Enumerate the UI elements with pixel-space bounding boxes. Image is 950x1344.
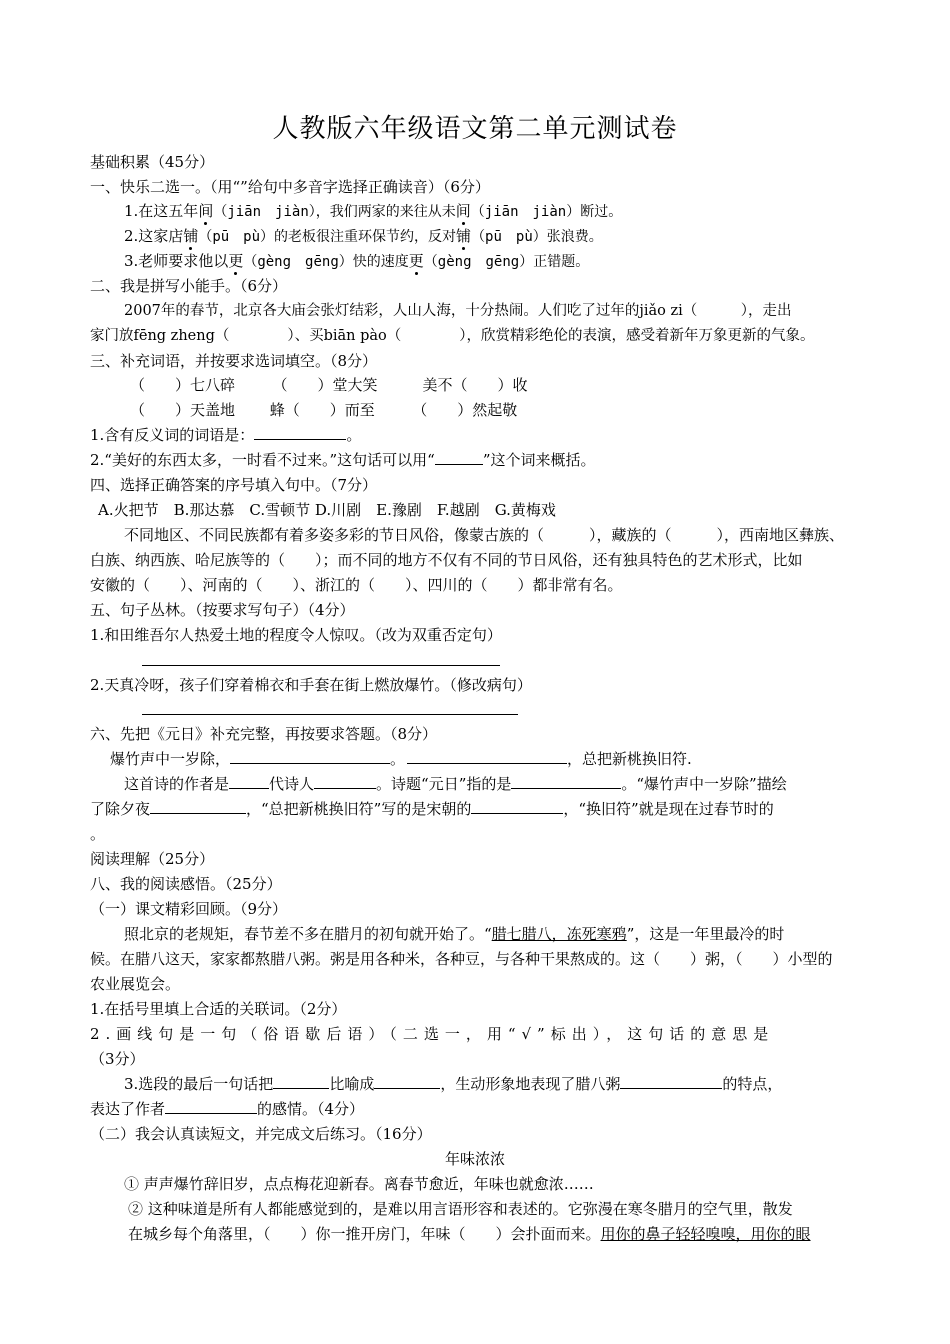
q6-question-line-1: 这首诗的作者是 代诗人 。诗题“元日”指的是 。“爆竹声中一岁除”描绘 [124,775,787,793]
q2-paragraph-line-2: 家门放fēng zheng（ ）、买biān pào（ ），欣赏精彩绝伦的表演，感受着新年万象更新的气象。 [90,328,815,344]
q8-passage-line-1: 照北京的老规矩，春节差不多在腊月的初旬就开始了。“腊七腊八，冻死寒鸦”，这是一年里最冷的时 [124,925,785,943]
q3-sub-2: 2.“美好的东西太多，一时看不过来。”这句话可以用“ ”这个词来概括。 [90,451,596,469]
answer-blank[interactable] [150,798,246,814]
section-reading-heading: 阅读理解（25分） [90,850,215,868]
section-basic-heading: 基础积累（45分） [90,153,215,171]
story-title: 年味浓浓 [444,1150,505,1168]
answer-blank[interactable] [374,1073,440,1089]
answer-blank[interactable] [254,424,346,440]
q6-heading: 六、先把《元日》补充完整，再按要求答题。（8分） [90,725,438,743]
answer-blank[interactable] [511,773,621,789]
answer-blank[interactable] [620,1073,722,1089]
q8-question-2: 2.画线句是一句（俗语歇后语）（二选一，用“√”标出），这句话的意思是 [90,1025,775,1043]
answer-blank[interactable] [314,773,376,789]
q4-paragraph-line-2: 白族、纳西族、哈尼族等的（ ）；而不同的地方不仅有不同的节日风俗，还有独具特色的艺术形式，比如 [90,551,803,569]
q3-words-row-2: （ ）天盖地 蜂（ ）而至 （ ）然起敬 [130,401,518,419]
q6-poem-line: 爆竹声中一岁除， 。 ，总把新桃换旧符. [110,750,692,768]
q8-passage-line-2: 候。在腊八这天，家家都熬腊八粥。粥是用各种米，各种豆，与各种干果熬成的。这（ ）粥，（ ）小型的 [90,950,833,968]
answer-blank[interactable] [165,1098,257,1114]
q4-paragraph-line-3: 安徽的（ ）、河南的（ ）、浙江的（ ）、四川的（ ）都非常有名。 [90,576,623,594]
story-paragraph-2-line-2: 在城乡每个角落里，（ ）你一推开房门，年味（ ）会扑面而来。用你的鼻子轻轻嗅嗅，用你的眼 [128,1225,811,1243]
answer-blank[interactable] [471,798,563,814]
q4-options: A.火把节 B.那达慕 C.雪顿节 D.川剧 E.豫剧 F.越剧 G.黄梅戏 [98,501,556,519]
q5-sub-1: 1.和田维吾尔人热爱土地的程度令人惊叹。（改为双重否定句） [90,626,502,644]
answer-blank[interactable] [230,748,390,764]
q8-question-3-line-2: 表达了作者 的感情。（4分） [90,1100,365,1118]
q3-heading: 三、补充词语，并按要求选词填空。（8分） [90,352,378,370]
q8-sub-1-heading: （一）课文精彩回顾。（9分） [90,900,288,918]
answer-line[interactable] [142,714,518,715]
answer-blank[interactable] [229,773,269,789]
q1-item-2: 2.这家店铺（pū pù）的老板很注重环保节约，反对铺（pū pù）张浪费。 [124,227,603,245]
answer-blank[interactable] [407,748,567,764]
answer-blank[interactable] [435,449,483,465]
q6-question-line-3: 。 [90,825,106,843]
q1-item-1: 1.在这五年间（jiān jiàn），我们两家的来往从未间（jiān jiàn）断过。 [124,202,623,220]
q5-heading: 五、句子丛林。（按要求写句子）（4分） [90,601,355,619]
q6-question-line-2: 了除夕夜 ，“总把新桃换旧符”写的是宋朝的 ，“换旧符”就是现在过春节时的 [90,800,774,818]
q8-question-1: 1.在括号里填上合适的关联词。（2分） [90,1000,347,1018]
answer-line[interactable] [142,665,500,666]
page-title: 人教版六年级语文第二单元测试卷 [272,114,678,144]
q8-question-3-line-1: 3.选段的最后一句话把 比喻成 ，生动形象地表现了腊八粥 的特点， [124,1075,783,1093]
q2-heading: 二、我是拼写小能手。（6分） [90,277,288,295]
story-paragraph-2-line-1: ② 这种味道是所有人都能感觉到的，是难以用言语形容和表述的。它弥漫在寒冬腊月的空气里，散发 [128,1200,793,1218]
q4-heading: 四、选择正确答案的序号填入句中。（7分） [90,476,378,494]
q4-paragraph-line-1: 不同地区、不同民族都有着多姿多彩的节日风俗，像蒙古族的（ ），藏族的（ ），西南地区彝族、 [124,526,845,544]
q1-heading: 一、快乐二选一。（用“”给句中多音字选择正确读音）（6分） [90,178,490,196]
story-paragraph-1: ① 声声爆竹辞旧岁，点点梅花迎新春。离春节愈近，年味也就愈浓…… [124,1175,594,1193]
q8-passage-line-3: 农业展览会。 [90,975,181,993]
answer-blank[interactable] [273,1073,329,1089]
q1-item-3: 3.老师要求他以更（gèng gēng）快的速度更（gèng gēng）正错题。 [124,252,590,270]
q8-question-2-score: （3分） [90,1050,145,1068]
q8-heading: 八、我的阅读感悟。（25分） [90,875,282,893]
q8-sub-2-heading: （二）我会认真读短文，并完成文后练习。（16分） [90,1125,432,1143]
q3-words-row-1: （ ）七八碎 （ ）堂大笑 美不（ ）收 [130,376,528,394]
q3-sub-1: 1.含有反义词的词语是： 。 [90,426,362,444]
q2-paragraph-line-1: 2007年的春节，北京各大庙会张灯结彩，人山人海，十分热闹。人们吃了过年的jiǎo zi（ ），走出 [124,303,792,319]
q5-sub-2: 2.天真冷呀，孩子们穿着棉衣和手套在街上燃放爆竹。（修改病句） [90,676,532,694]
